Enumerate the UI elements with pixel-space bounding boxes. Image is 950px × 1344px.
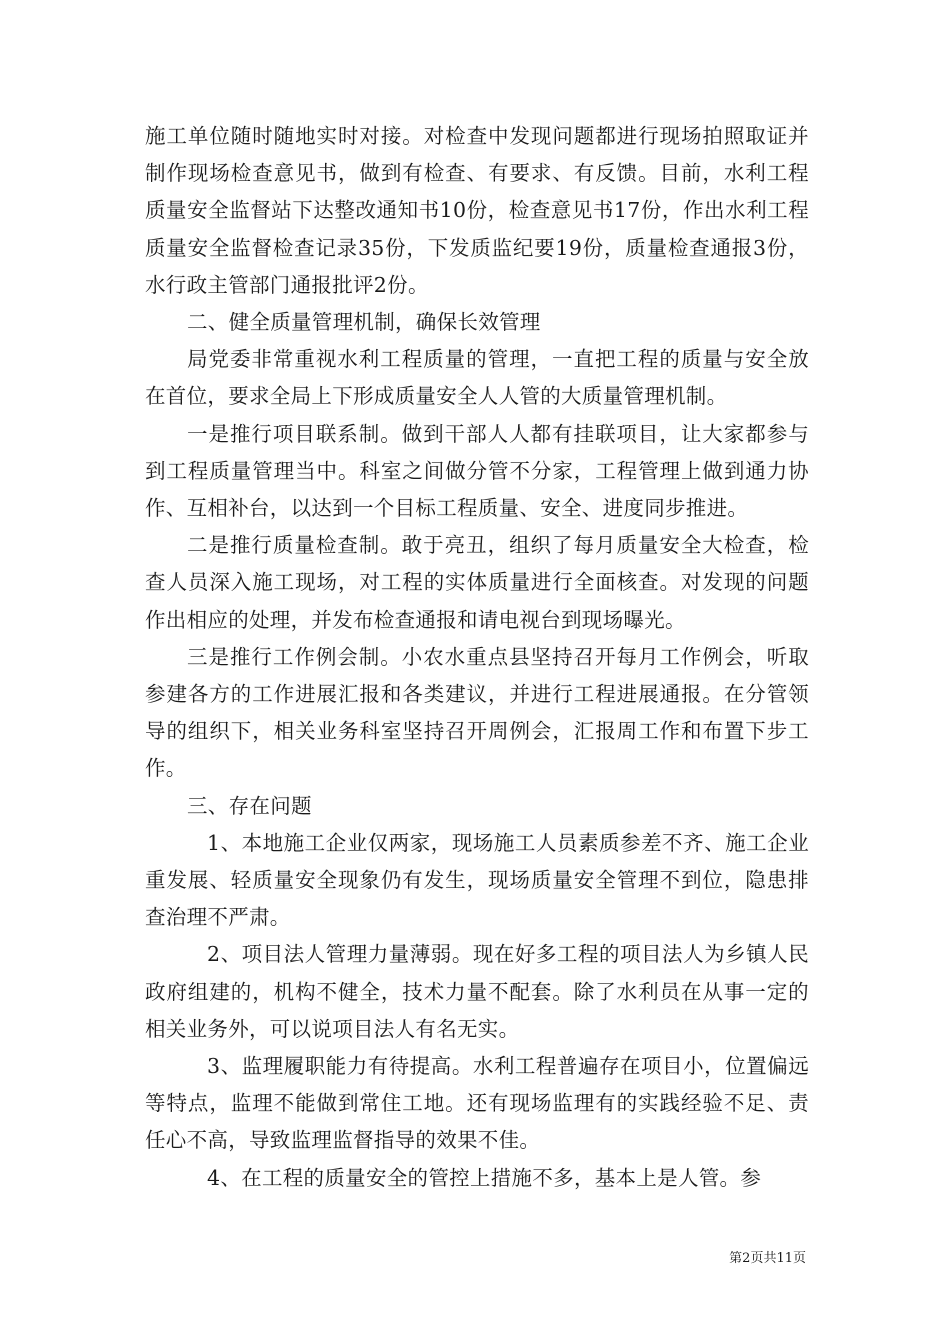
- problem-item-4: 4、在工程的质量安全的管控上措施不多，基本上是人管。参: [207, 1165, 762, 1190]
- page-number-label: 第2页共11页: [729, 1251, 806, 1266]
- problem-item-3: 3、监理履职能力有待提高。水利工程普遍存在项目小，位置偏远等特点，监理不能做到常住工地。还有现场监理有的实践经验不足、责任心不高，导致监理监督指导的效果不佳。: [145, 1054, 809, 1153]
- paragraph-work-meeting-system: 三是推行工作例会制。小农水重点县坚持召开每月工作例会，听取参建各方的工作进展汇报和各类建议，并进行工程进展通报。在分管领导的组织下，相关业务科室坚持召开周例会，汇报周工作和布置下步工作。: [145, 644, 809, 781]
- problem-item-1: 1、本地施工企业仅两家，现场施工人员素质参差不齐、施工企业重发展、轻质量安全现象仍有发生，现场质量安全管理不到位，隐患排查治理不严肃。: [145, 830, 809, 930]
- section-heading-quality-mechanism: 二、健全质量管理机制，确保长效管理: [187, 310, 541, 335]
- paragraph-project-contact-system: 一是推行项目联系制。做到干部人人都有挂联项目，让大家都参与到工程质量管理当中。科室之间做分管不分家，工程管理上做到通力协作、互相补台，以达到一个目标工程质量、安全、进度同步推进。: [145, 421, 809, 521]
- problem-item-2: 2、项目法人管理力量薄弱。现在好多工程的项目法人为乡镇人民政府组建的，机构不健全，技术力量不配套。除了水利员在从事一定的相关业务外，可以说项目法人有名无实。: [145, 942, 809, 1041]
- paragraph-quality-inspection-system: 二是推行质量检查制。敢于亮丑，组织了每月质量安全大检查，检查人员深入施工现场，对工程的实体质量进行全面核查。对发现的问题作出相应的处理，并发布检查通报和请电视台到现场曝光。: [145, 533, 809, 632]
- paragraph-party-committee: 局党委非常重视水利工程质量的管理，一直把工程的质量与安全放在首位，要求全局上下形成质量安全人人管的大质量管理机制。: [145, 347, 809, 409]
- section-heading-existing-problems: 三、存在问题: [187, 793, 312, 818]
- paragraph-inspection-records: 施工单位随时随地实时对接。对检查中发现问题都进行现场拍照取证并制作现场检查意见书，做到有检查、有要求、有反馈。目前，水利工程质量安全监督站下达整改通知书10份，检查意见书17份，作出水利工程质量安全监督检查记录35份，下发质监纪要19份，质量检查通报3份，水行政主管部门通报批评2份。: [145, 124, 809, 297]
- document-body: [145, 118, 809, 1197]
